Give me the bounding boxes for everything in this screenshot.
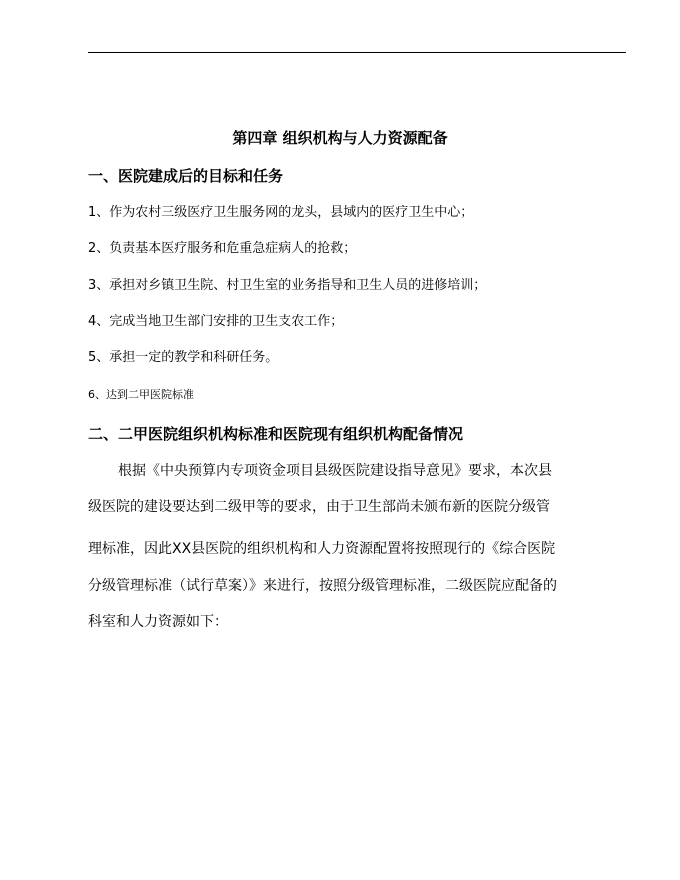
list-item-4: 4、完成当地卫生部门安排的卫生支农工作； <box>88 314 344 329</box>
paragraph-line: 理标准，因此XX县医院的组织机构和人力资源配置将按照现行的《综合医院 <box>88 541 556 557</box>
list-item-5: 5、承担一定的教学和科研任务。 <box>88 350 279 365</box>
chapter-title: 第四章 组织机构与人力资源配备 <box>232 129 448 147</box>
paragraph-line: 分级管理标准（试行草案）》来进行，按照分级管理标准，二级医院应配备的 <box>88 578 557 594</box>
paragraph-line: 级医院的建设要达到二级甲等的要求，由于卫生部尚未颁布新的医院分级管 <box>88 499 550 515</box>
list-item-2: 2、负责基本医疗服务和危重急症病人的抢救； <box>88 241 357 256</box>
section-heading-goals: 一、医院建成后的目标和任务 <box>88 167 284 185</box>
paragraph-line: 根据《中央预算内专项资金项目县级医院建设指导意见》要求，本次县 <box>118 463 552 479</box>
list-item-6: 6、达到二甲医院标准 <box>88 388 194 401</box>
paragraph-line: 科室和人力资源如下： <box>88 614 228 630</box>
header-rule <box>88 52 626 53</box>
list-item-1: 1、作为农村三级医疗卫生服务网的龙头，县域内的医疗卫生中心； <box>88 205 474 220</box>
section-heading-org-standards: 二、二甲医院组织机构标准和医院现有组织机构配备情况 <box>88 425 464 443</box>
list-item-3: 3、承担对乡镇卫生院、村卫生室的业务指导和卫生人员的进修培训； <box>88 278 487 293</box>
